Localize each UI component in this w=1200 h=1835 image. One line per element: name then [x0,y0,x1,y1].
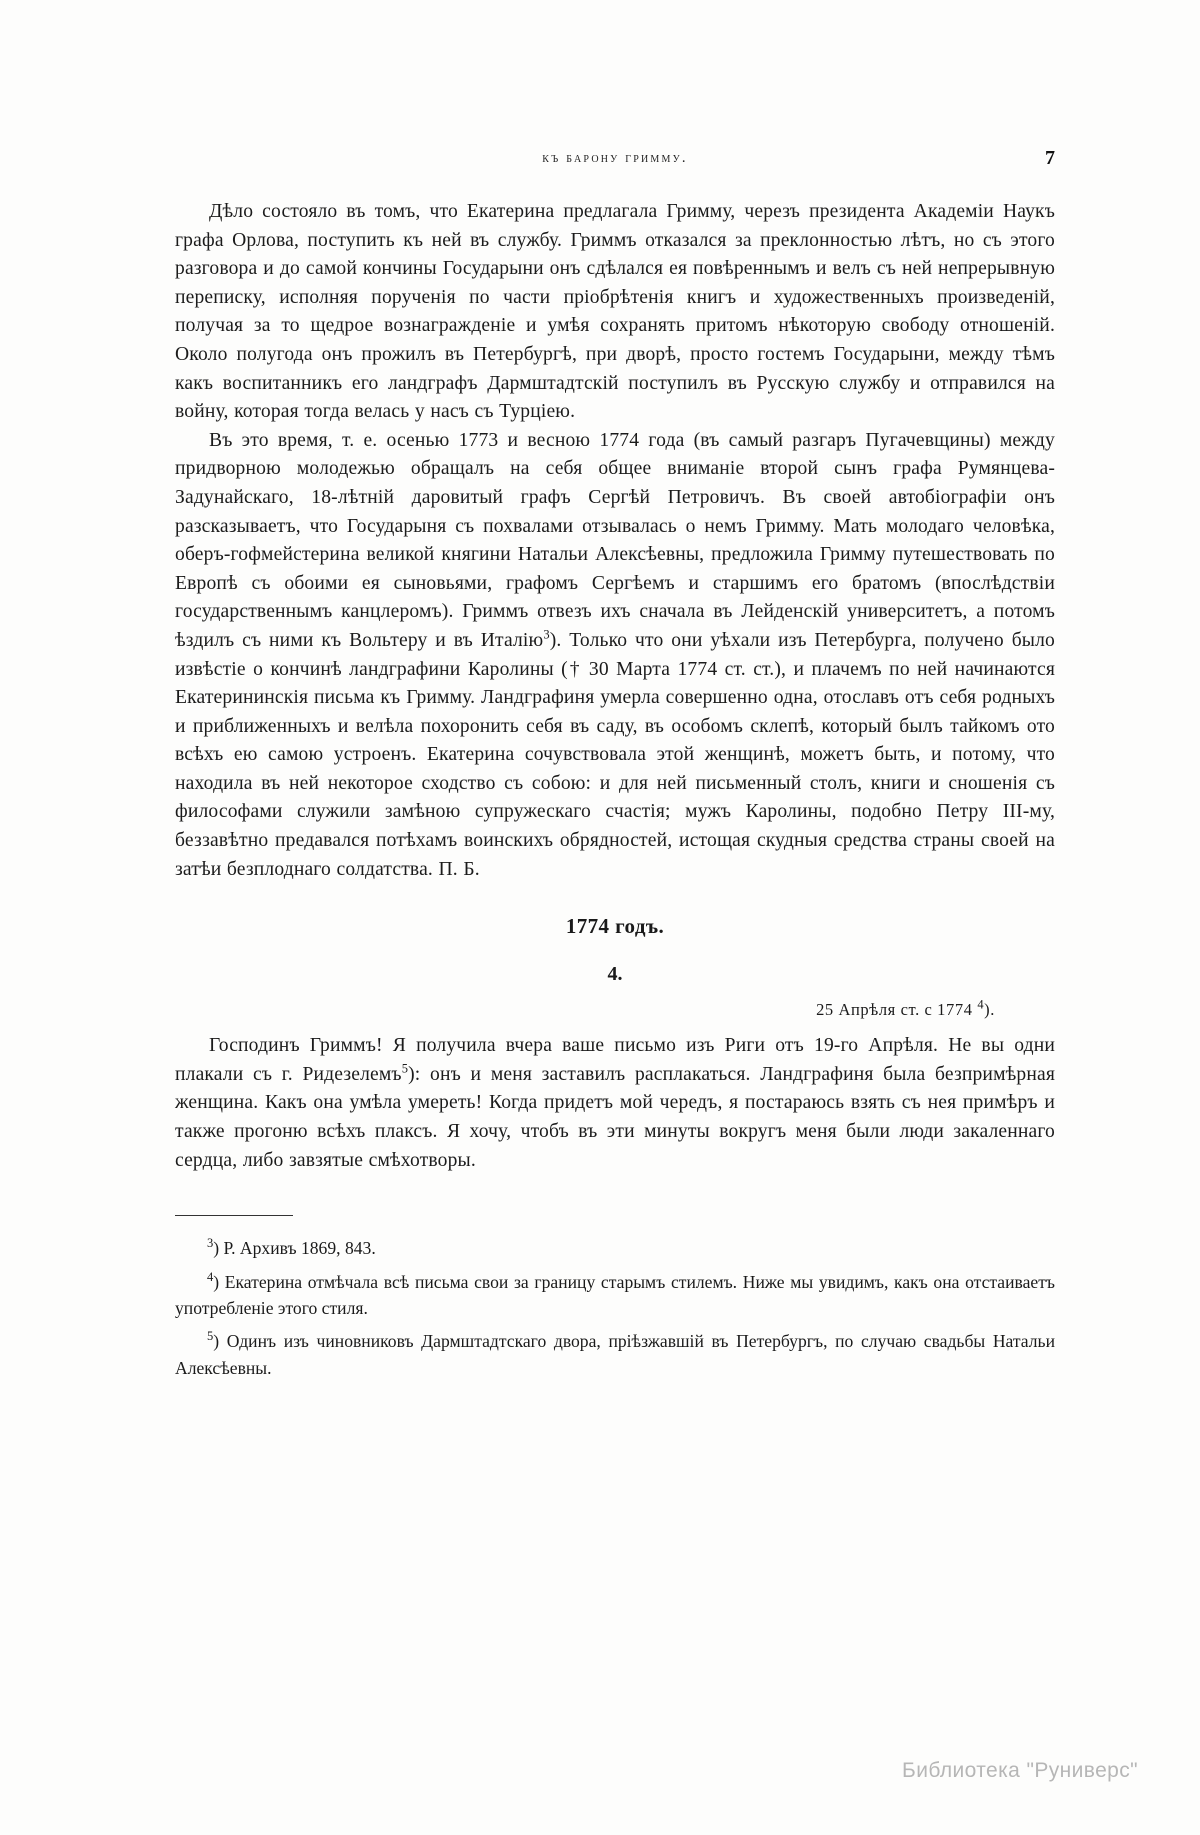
running-head [175,147,1055,170]
dateline-text: 25 Апрѣля ст. с 1774 [816,1000,978,1020]
letter-number: 4. [607,963,623,986]
footnote-ref-3[interactable]: 3 [543,627,550,642]
section-title-year: 1774 годъ. [565,914,665,939]
letter-dateline [175,997,1055,1020]
footnote-mark-3: 3 [207,1236,214,1251]
paragraph-2-text-before-footnote: Въ это время, т. е. осенью 1773 и весною 1774 года (въ самый разгаръ Пугачевщины) между придворною молодежью обращалъ на себя общее вниманіе второй сынъ графа Румянцева-Задунайскаго, 18-лѣтній даровитый графъ Сергѣй Петровичъ. Въ своей автобіографіи онъ разсказываетъ, что Государыня съ похвалами отзывалась о немъ Гримму. Мать молодаго человѣка, оберъ-гофмейстерина великой княгини Натальи Алексѣевны, предложила Гримму путешествовать по Европѣ съ обоими ея сыновьями, графомъ Сергѣемъ и старшимъ его братомъ (впослѣдствіи государственнымъ канцлеромъ). Гриммъ отвезъ ихъ сначала въ Лейденскій университетъ, а потомъ ѣздилъ съ ними къ Вольтеру и въ Италію [175,429,1055,651]
library-watermark: Библиотека "Руниверс" [902,1759,1138,1782]
paragraph-1: Дѣло состояло въ томъ, что Екатерина предлагала Гримму, черезъ президента Академіи Наукъ графа Орлова, поступить къ ней въ службу. Гриммъ отказался за преклонностью лѣтъ, но съ этого разговора и до самой кончины Государыни онъ сдѣлался ея повѣреннымъ и велъ съ ней непрерывную переписку, исполняя порученія по части пріобрѣтенія книгъ и художественныхъ произведеній, получая за то щедрое вознагражденіе и умѣя сохранять притомъ нѣкоторую свободу отношеній. Около полугода онъ прожилъ въ Петербургѣ, при дворѣ, просто гостемъ Государыни, между тѣмъ какъ воспитанникъ его ландграфъ Дармштадтскій поступилъ въ Русскую службу и отправился на войну, которая тогда велась у насъ съ Турціею. [175,201,1055,423]
footnotes-block [175,1230,1055,1381]
letter-body [175,1032,1055,1175]
footnote-divider [175,1215,293,1216]
footnote-text-4: ) Екатерина отмѣчала всѣ письма свои за границу старымъ стилемъ. Ниже мы увидимъ, какъ она отстаиваетъ употребленіе этого стиля. [175,1271,1055,1318]
footnote-mark-5: 5 [207,1329,214,1344]
dateline-tail: ). [984,1000,995,1020]
footnote-ref-4[interactable]: 4 [977,997,985,1012]
page-content [175,147,1055,1383]
paragraph-2 [175,427,1055,885]
running-head-title: къ барону гримму. [542,150,688,166]
page-number: 7 [1045,147,1055,169]
footnote-item [175,1264,1055,1322]
paragraph-2-text-after-footnote: ). Только что они уѣхали изъ Петербурга, получено было извѣстіе о кончинѣ ландграфини Каролины († 30 Марта 1774 ст. ст.), и плачемъ по ней начинаются Екатерининскія письма къ Гримму. Ландграфиня умерла совершенно одна, отославъ отъ себя родныхъ и приближенныхъ и велѣла похоронить себя въ саду, въ особомъ склепѣ, который былъ тайкомъ ото всѣхъ ею самою устроенъ. Екатерина сочувствовала этой женщинѣ, можетъ быть, и потому, что находила въ ней некоторое сходство съ собою: и для ней письменный столъ, книги и сношенія съ философами служили замѣною супружескаго счастія; мужъ Каролины, подобно Петру III-му, беззавѣтно предавался потѣхамъ воинскихъ обрядностей, истощая скудныя средства страны своей на затѣи безплоднаго солдатства. П. Б. [175,629,1055,880]
footnote-item [175,1230,1055,1261]
footnote-text-5: ) Одинъ изъ чиновниковъ Дармштадтскаго двора, пріѣзжавшій въ Петербургъ, по случаю свадьбы Натальи Алексѣевны. [175,1331,1055,1378]
letter-text-part-2: ): онъ и меня заставилъ расплакаться. Ландграфиня была безпримѣрная женщина. Какъ она умѣла умереть! Когда придетъ мой чередъ, я постараюсь взять съ нея примѣръ и также прогоню всѣхъ плаксъ. Я хочу, чтобъ въ эти минуты вокругъ меня были люди закаленнаго сердца, либо завзятые смѣхотворы. [175,1063,1055,1171]
footnote-text-3: ) Р. Архивъ 1869, 843. [213,1238,376,1259]
footnote-mark-4: 4 [207,1269,214,1284]
letter-text-part-1: Господинъ Гриммъ! Я получила вчера ваше письмо изъ Риги отъ 19-го Апрѣля. Не вы одни плакали съ г. Ридезелемъ [175,1035,1055,1085]
footnote-ref-5[interactable]: 5 [401,1061,409,1076]
footnote-item [175,1323,1055,1381]
